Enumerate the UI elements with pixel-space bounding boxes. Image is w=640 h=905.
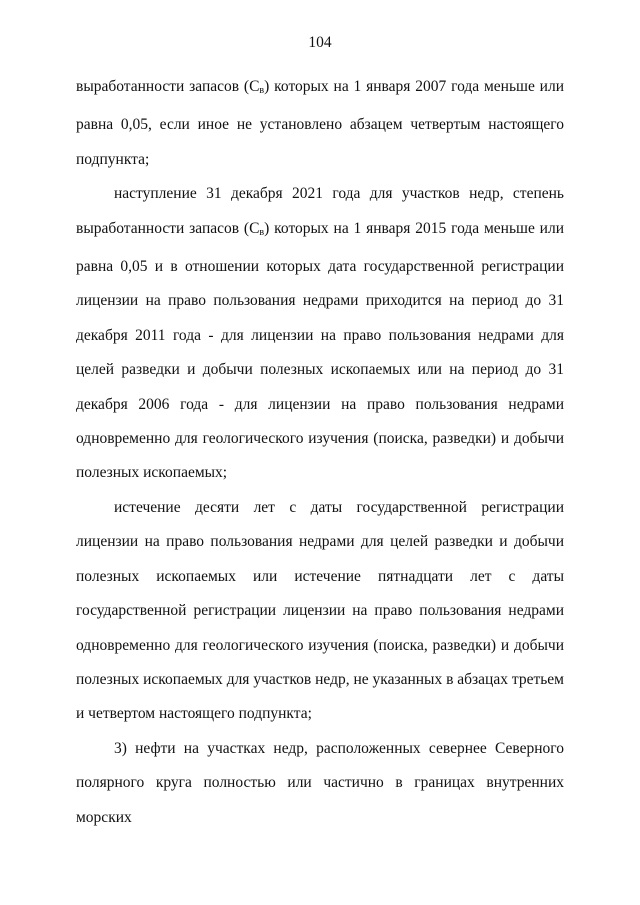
paragraph-4: 3) нефти на участках недр, расположенных севернее Северного полярного круга полностью или частично в границах внутренних морских: [76, 739, 564, 826]
subscript-v: в: [259, 226, 265, 238]
paragraph-1-text-start: выработанности запасов (С: [76, 78, 260, 95]
document-body: [76, 70, 564, 835]
paragraph-3: истечение десяти лет с даты государственной регистрации лицензии на право пользования недрами для целей разведки и добычи полезных ископаемых или истечение пятнадцати лет с даты государственной регистрации лицензии на право пользования недрами одновременно для геологического изучения (поиска, разведки) и добычи полезных ископаемых для участков недр, не указанных в абзацах третьем и четвертом настоящего подпункта;: [76, 498, 564, 723]
paragraph-2: [76, 177, 564, 491]
page-number: 104: [308, 34, 332, 51]
subscript-v: в: [259, 85, 265, 96]
paragraph-1: [76, 70, 564, 177]
paragraph-2-text-start: наступление 31 декабря 2021 года для участков недр, степень выработанности запасов (С: [76, 185, 564, 237]
paragraph-2-text-end: ) которых на 1 января 2015 года меньше или равна 0,05 и в отношении которых дата государственной регистрации лицензии на право пользования недрами приходится на период до 31 декабря 2011 года - для лицензии на право пользования недрами для целей разведки и добычи полезных ископаемых или на период до 31 декабря 2006 года - для лицензии на право пользования недрами одновременно для геологического изучения (поиска, разведки) и добычи полезных ископаемых;: [76, 219, 565, 482]
paragraph-1-text-end: ) которых на 1 января 2007 года меньше или равна 0,05, если иное не установлено абзацем четвертым настоящего подпункта;: [76, 78, 565, 168]
